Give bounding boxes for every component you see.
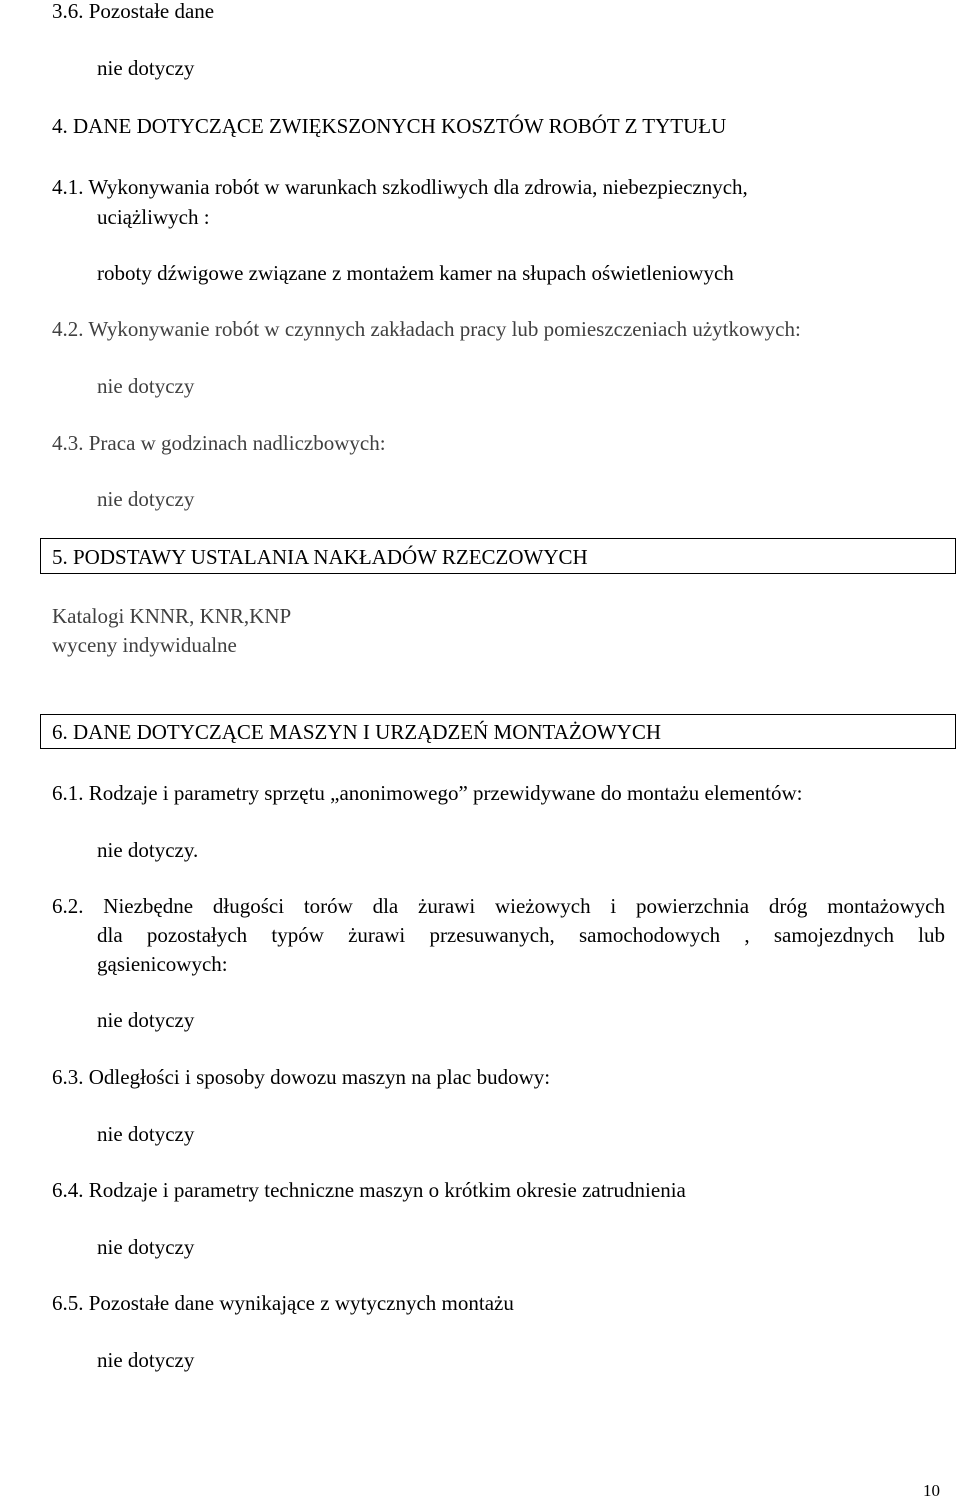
section-5-header-box [40,538,956,574]
section-4-1-title-line2: uciążliwych : [97,205,210,229]
section-6-1-value: nie dotyczy. [97,838,199,862]
section-4-2-title: 4.2. Wykonywanie robót w czynnych zakładach pracy lub pomieszczeniach użytkowych: [52,317,801,341]
section-6-3-title: 6.3. Odległości i sposoby dowozu maszyn na plac budowy: [52,1065,551,1089]
section-4-title: 4. DANE DOTYCZĄCE ZWIĘKSZONYCH KOSZTÓW ROBÓT Z TYTUŁU [52,114,727,138]
page-number: 10 [923,1481,940,1500]
section-4-3-title: 4.3. Praca w godzinach nadliczbowych: [52,431,386,455]
section-6-2-title-line3: gąsienicowych: [97,952,228,976]
section-3-6-value: nie dotyczy [97,56,195,80]
section-4-1-value: roboty dźwigowe związane z montażem kamer na słupach oświetleniowych [97,261,734,285]
section-6-3-value: nie dotyczy [97,1122,195,1146]
section-5-line1: Katalogi KNNR, KNR,KNP [52,604,292,628]
section-6-header-box [40,714,956,749]
section-6-2-title-line1: 6.2. Niezbędne długości torów dla żurawi wieżowych i powierzchnia dróg montażowych [52,894,945,918]
section-4-2-value: nie dotyczy [97,374,195,398]
section-6-2-value: nie dotyczy [97,1008,195,1032]
section-6-1-title: 6.1. Rodzaje i parametry sprzętu „anonimowego” przewidywane do montażu elementów: [52,781,803,805]
section-4-1-title-line1: 4.1. Wykonywania robót w warunkach szkodliwych dla zdrowia, niebezpiecznych, [52,175,748,199]
section-3-6-title: 3.6. Pozostałe dane [52,0,215,23]
section-6-5-title: 6.5. Pozostałe dane wynikające z wytycznych montażu [52,1291,514,1315]
section-6-title: 6. DANE DOTYCZĄCE MASZYN I URZĄDZEŃ MONTAŻOWYCH [52,720,662,744]
section-6-2-title-line2: dla pozostałych typów żurawi przesuwanych, samochodowych , samojezdnych lub [97,923,945,947]
section-5-line2: wyceny indywidualne [52,633,237,657]
section-6-4-title: 6.4. Rodzaje i parametry techniczne maszyn o krótkim okresie zatrudnienia [52,1178,686,1202]
section-6-5-value: nie dotyczy [97,1348,195,1372]
section-6-4-value: nie dotyczy [97,1235,195,1259]
section-4-3-value: nie dotyczy [97,487,195,511]
section-5-title: 5. PODSTAWY USTALANIA NAKŁADÓW RZECZOWYCH [52,545,588,569]
